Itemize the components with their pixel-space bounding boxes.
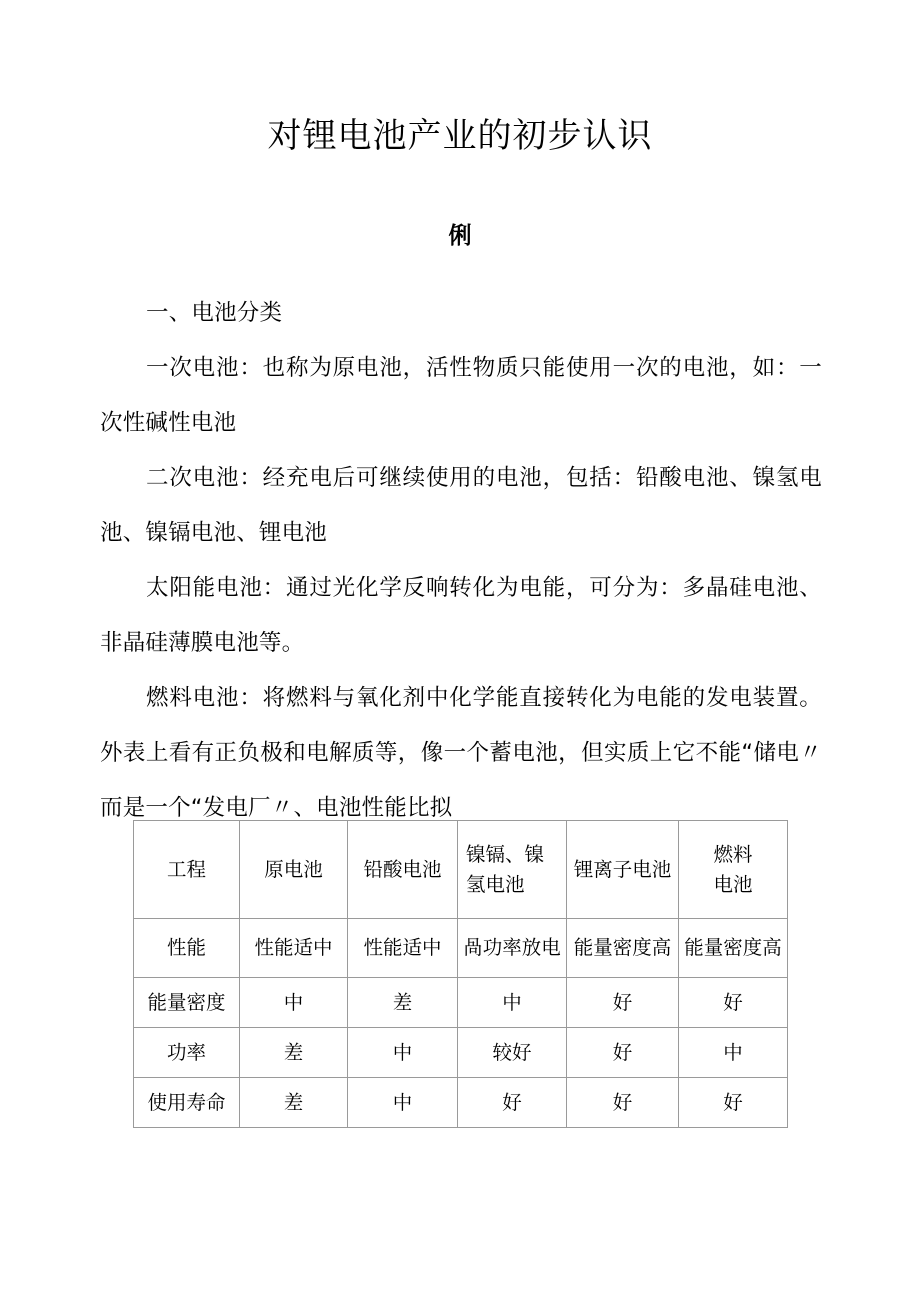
table-header-cell-fuel-cell [679,821,788,919]
table-row-label-service-life: 使用寿命 [134,1078,240,1128]
document-subtitle: 俐 [448,223,472,249]
table-row-label-energy-density: 能量密度 [134,978,240,1028]
table-row-label-power: 功率 [134,1028,240,1078]
table-cell: 好 [458,1078,567,1128]
table-cell: 能量密度高 [679,919,788,978]
table-header-row [134,821,788,919]
table-cell: 好 [679,978,788,1028]
table-cell: 差 [240,1078,348,1128]
table-row-label-performance: 性能 [134,919,240,978]
table-cell: 中 [348,1028,458,1078]
battery-comparison-table [133,820,788,1128]
table-cell: 较好 [458,1028,567,1078]
table-header-cell-lithium-ion-battery: 锂离子电池 [567,821,679,919]
table-header-cell-nicd-nimh-battery: 镍镉、镍氢电池 [458,821,567,919]
table-cell: 差 [348,978,458,1028]
paragraph-primary-battery: 一次电池：也称为原电池，活性物质只能使用一次的电池，如：一次性碱性电池 [100,355,822,436]
table-header-cell-project: 工程 [134,821,240,919]
table-cell: 咼功率放电 [458,919,567,978]
section-heading-battery-classification: 一、电池分类 [146,300,283,326]
table-cell: 性能适中 [348,919,458,978]
document-body [100,286,822,836]
table-row [134,1078,788,1128]
paragraph-fuel-cell: 燃料电池：将燃料与氧化剂中化学能直接转化为电能的发电装置。外表上看有正负极和电解质等，像一个蓄电池，但实质上它不能“储电〃而是一个“发电厂〃、电池性能比拟 [100,685,822,821]
table-row [134,1028,788,1078]
table-header-cell-lead-acid-battery: 铅酸电池 [348,821,458,919]
table-header-cell-primary-battery: 原电池 [240,821,348,919]
table-cell: 中 [240,978,348,1028]
page-title: 对锂电池产业的初步认识 [267,116,653,156]
table-cell: 好 [567,1078,679,1128]
table-cell: 能量密度高 [567,919,679,978]
paragraph-solar-battery: 太阳能电池：通过光化学反响转化为电能，可分为：多晶硅电池、非晶硅薄膜电池等。 [100,575,822,656]
table-cell: 中 [348,1078,458,1128]
table-cell: 好 [567,1028,679,1078]
table-cell: 好 [567,978,679,1028]
table-cell: 中 [458,978,567,1028]
table-row [134,919,788,978]
table-cell: 好 [679,1078,788,1128]
table-row [134,978,788,1028]
table-cell: 性能适中 [240,919,348,978]
table-cell: 差 [240,1028,348,1078]
paragraph-secondary-battery: 二次电池：经充电后可继续使用的电池，包括：铅酸电池、镍氢电池、镍镉电池、锂电池 [100,465,822,546]
table-cell: 中 [679,1028,788,1078]
table-header-cell-fuel-cell-line1: 燃料 [713,842,753,866]
table-header-cell-fuel-cell-line2: 电池 [713,872,753,896]
